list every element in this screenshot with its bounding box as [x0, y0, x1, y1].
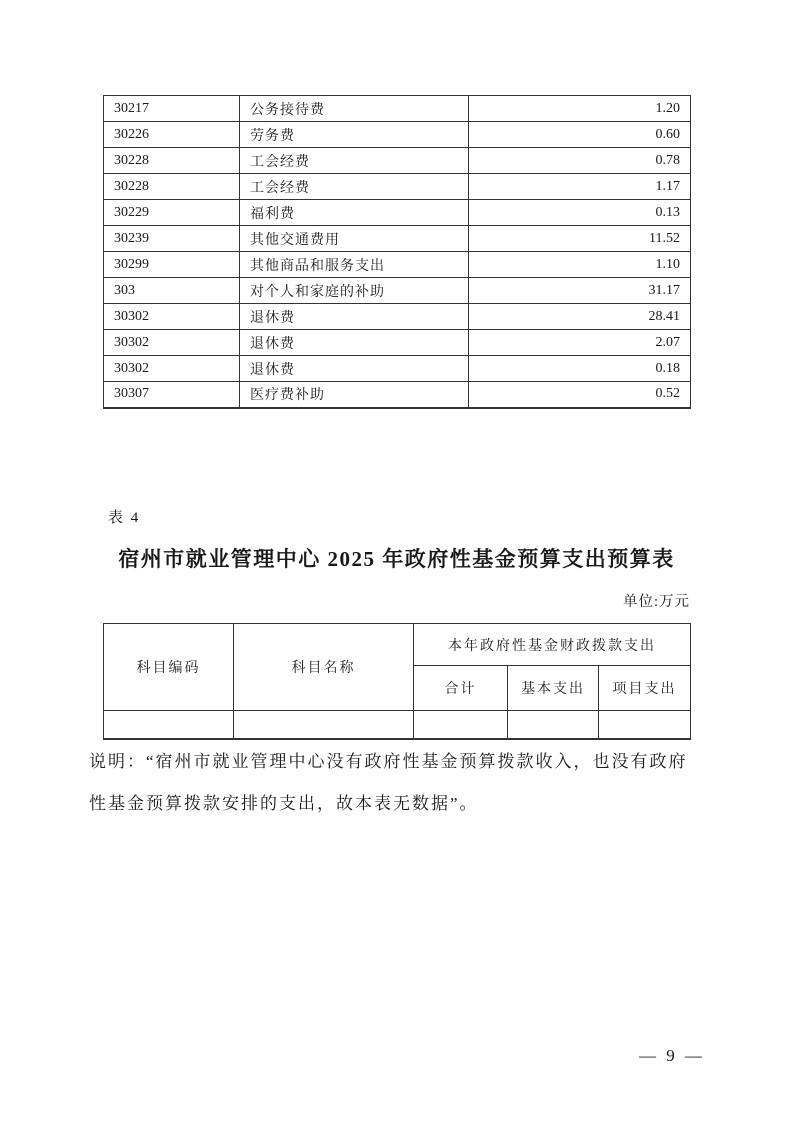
page-title: 宿州市就业管理中心 2025 年政府性基金预算支出预算表	[118, 547, 675, 571]
empty-total-cell	[414, 711, 508, 739]
empty-name-cell	[234, 711, 414, 739]
amount-value: 1.17	[469, 174, 691, 200]
subject-name: 劳务费	[240, 122, 469, 148]
table-row	[104, 226, 691, 252]
amount-value: 1.20	[469, 96, 691, 122]
table-row	[104, 200, 691, 226]
subject-name: 对个人和家庭的补助	[240, 278, 469, 304]
subject-name: 退休费	[240, 356, 469, 382]
subject-name: 福利费	[240, 200, 469, 226]
note-line-2: 性基金预算拨款安排的支出，故本表无数据”。	[89, 794, 479, 813]
subject-code: 30302	[104, 304, 240, 330]
empty-code-cell	[104, 711, 234, 739]
header-subject-code: 科目编码	[104, 624, 234, 711]
amount-value: 31.17	[469, 278, 691, 304]
amount-value: 0.18	[469, 356, 691, 382]
subject-code: 30299	[104, 252, 240, 278]
subject-code: 30302	[104, 330, 240, 356]
table-row	[104, 148, 691, 174]
expenditure-continuation-table	[103, 95, 691, 409]
amount-value: 0.78	[469, 148, 691, 174]
table-row	[104, 278, 691, 304]
subject-name: 其他交通费用	[240, 226, 469, 252]
amount-value: 28.41	[469, 304, 691, 330]
table-row	[104, 122, 691, 148]
amount-value: 0.60	[469, 122, 691, 148]
subject-code: 30307	[104, 382, 240, 408]
empty-basic-cell	[508, 711, 599, 739]
empty-project-cell	[599, 711, 691, 739]
amount-value: 0.52	[469, 382, 691, 408]
amount-value: 1.10	[469, 252, 691, 278]
table-row	[104, 330, 691, 356]
table-number-label: 表 4	[108, 510, 141, 526]
header-subject-name: 科目名称	[234, 624, 414, 711]
subject-code: 30228	[104, 174, 240, 200]
amount-value: 2.07	[469, 330, 691, 356]
subject-code: 30302	[104, 356, 240, 382]
fund-table-header-row	[104, 624, 691, 666]
fund-budget-table	[103, 623, 691, 740]
subject-name: 医疗费补助	[240, 382, 469, 408]
subject-code: 30228	[104, 148, 240, 174]
unit-label: 单位:万元	[622, 594, 690, 610]
subject-name: 退休费	[240, 330, 469, 356]
note-line-1: 说明：“宿州市就业管理中心没有政府性基金预算拨款收入，也没有政府	[89, 752, 688, 771]
subject-code: 30229	[104, 200, 240, 226]
amount-value: 11.52	[469, 226, 691, 252]
subject-code: 30239	[104, 226, 240, 252]
table-row	[104, 356, 691, 382]
subject-code: 30226	[104, 122, 240, 148]
table-row	[104, 174, 691, 200]
subject-code: 30217	[104, 96, 240, 122]
table-row	[104, 252, 691, 278]
header-fund-group: 本年政府性基金财政拨款支出	[414, 624, 691, 666]
subject-name: 退休费	[240, 304, 469, 330]
header-project: 项目支出	[599, 666, 691, 711]
amount-value: 0.13	[469, 200, 691, 226]
page-number: — 9 —	[639, 1046, 705, 1065]
subject-name: 工会经费	[240, 174, 469, 200]
subject-code: 303	[104, 278, 240, 304]
table-row	[104, 304, 691, 330]
subject-name: 公务接待费	[240, 96, 469, 122]
table-row	[104, 382, 691, 408]
explanation-note	[89, 741, 729, 825]
fund-table-empty-row	[104, 711, 691, 739]
header-total: 合计	[414, 666, 508, 711]
table-row	[104, 96, 691, 122]
header-basic: 基本支出	[508, 666, 599, 711]
subject-name: 其他商品和服务支出	[240, 252, 469, 278]
subject-name: 工会经费	[240, 148, 469, 174]
